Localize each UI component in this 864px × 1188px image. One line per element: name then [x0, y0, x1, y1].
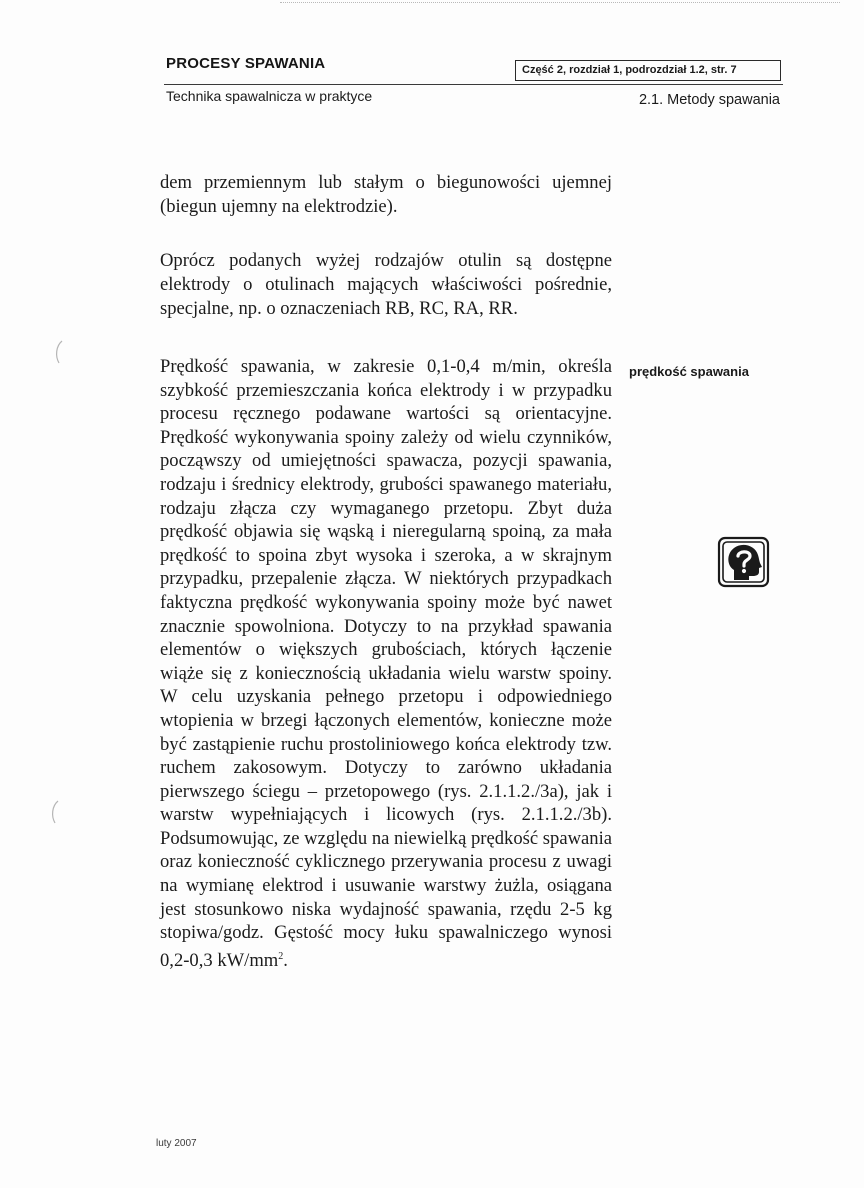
- question-head-icon: [717, 536, 770, 588]
- paragraph-3: [160, 355, 612, 973]
- section-title: 2.1. Metody spawania: [638, 92, 780, 108]
- paragraph-2: Oprócz podanych wyżej rodzajów otulin są dostępne elektrody o otulinach mających właściwości pośrednie, specjalne, np. o oznaczeniach RB, RC, RA, RR.: [160, 250, 612, 319]
- scan-mark: [48, 800, 60, 824]
- header-title: PROCESY SPAWANIA: [166, 55, 326, 72]
- paragraph-3-text: Prędkość spawania, w zakresie 0,1-0,4 m/min, określa szybkość przemieszczania końca elektrody i w przypadku procesu ręcznego podawane wartości są orientacyjne. Prędkość wykonywania spoiny zależy od wielu czynników, począwszy od umiejętności spawacza, pozycji spawania, rodzaju i średnicy elektrody, grubości spawanego materiału, rodzaju złącza czy wymaganego przetopu. Zbyt duża prędkość objawia się wąską i nieregularną spoiną, za mała prędkość to spoina zbyt wysoka i szeroka, a w skrajnym przypadku, przepalenie złącza. W niektórych przypadkach faktyczna prędkość wykonywania spoiny może być nawet znacznie spowolniona. Dotyczy to na przykład spawania elementów o większych grubościach, których łączenie wiąże się z koniecznością układania wielu warstw spoiny. W celu uzyskania pełnego przetopu i odpowiedniego wtopienia w brzegi łączonych elementów, konieczne może być zastąpienie ruchu prostoliniowego końca elektrody tzw. ruchem zakosowym. Dotyczy to zarówno układania pierwszego ściegu – przetopowego (rys. 2.1.1.2./3a), jak i warstw wypełniających i licowych (rys. 2.1.1.2./3b). Podsumowując, ze względu na niewielką prędkość spawania oraz konieczność cyklicznego przerywania procesu z uwagi na wymianę elektrod i usuwanie warstwy żużla, osiągana jest stosunkowo niska wydajność spawania, rzędu 2-5 kg stopiwa/godz. Gęstość mocy łuku spawalniczego wynosi 0,2-0,3 kW/mm: [160, 356, 612, 972]
- margin-keyword: prędkość spawania: [629, 364, 749, 379]
- paragraph-1: dem przemiennym lub stałym o biegunowości ujemnej (biegun ujemny na elektrodzie).: [160, 172, 612, 217]
- scan-edge: [280, 2, 840, 4]
- header-divider: [164, 84, 783, 85]
- header-subtitle: Technika spawalnicza w praktyce: [166, 88, 373, 104]
- chapter-reference-box: Część 2, rozdział 1, podrozdział 1.2, str. 7: [515, 60, 781, 81]
- paragraph-3-end: .: [283, 950, 288, 972]
- superscript-2: 2: [278, 950, 284, 962]
- scan-mark: [52, 340, 64, 364]
- footer-date: luty 2007: [156, 1138, 197, 1149]
